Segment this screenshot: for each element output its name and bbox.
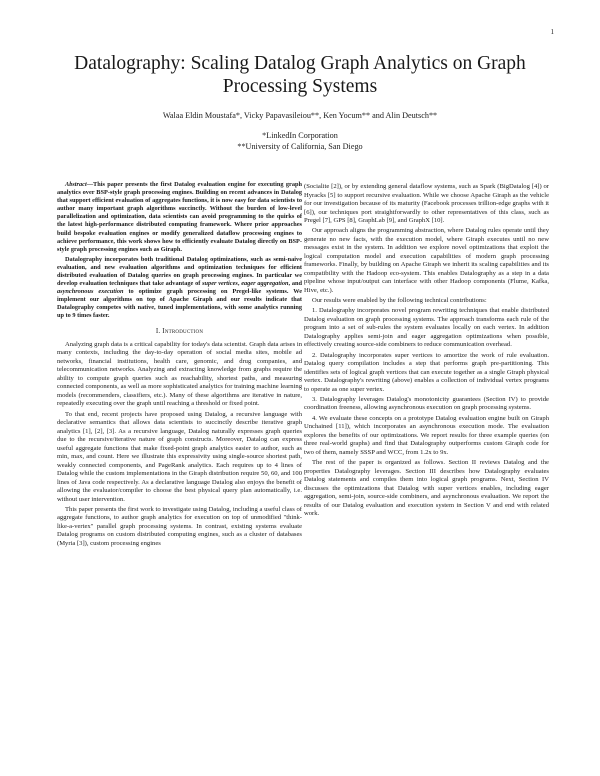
body-paragraph: The rest of the paper is organized as follows. Section II reviews Datalog and the properties Datalography leverages. Section III describes how Datalography evaluates Datalog statements and compiles them into logical graph programs. Next, Section IV discusses the optimizations that Datalog with super vertices enables, including eager aggregation, semi-join, source-side combiners, and asynchronous evaluation. We report the results of our Datalog evaluation and execution system in Section V and end with related work. bbox=[304, 459, 549, 518]
emphasis: super vertices bbox=[202, 279, 238, 287]
contribution-item: 2. Datalography incorporates super vertices to amortize the work of rule evaluation. Datalog query compilation includes a step that performs graph pre-partitioning. This identifies sets of logical graph vertices that can execute together as a single Giraph physical vertex. Datalography's rewriting (above) enables a collection of individual vertex programs to operate as one super vertex. bbox=[304, 351, 549, 393]
body-paragraph: Our results were enabled by the following technical contributions: bbox=[312, 297, 487, 305]
body-paragraph: Analyzing graph data is a critical capability for today's data scientist. Graph data arises in many contexts, including the day-to-day operation of social media sites, mobile ad networks, financial institutions, health care, genomic, and drug companies, and telecommunication networks. Analyzing and extracting knowledge from graphs require the ability to compute graph queries such as reachability, shortest paths, and measuring connected components, as well as more sophisticated analytics for training machine learning models (recommenders, classifiers, etc.). Many of these algorithms are iterative in nature, repeatedly executing over the graph until reaching a threshold or fixed point. bbox=[57, 340, 302, 408]
abstract-paragraph bbox=[57, 181, 302, 254]
abstract-text: —This paper presents the first Datalog evaluation engine for executing graph analytics over BSP-style graph processing engines. Building on recent advances in Datalog that support efficient evaluation of aggregates functions, it is now easy for data scientists to author many important graph algorithms succinctly. Without the burden of low-level parallelization and optimization, data scientists can avoid programming to the quirks of the latest high-performance distributed computing framework. Where prior approaches build bespoke evaluation engines or modify generalized dataflow processing engines to achieve performance, this work shows how to efficiently evaluate Datalog directly on BSP-style graph processing engines such as Giraph. bbox=[57, 181, 302, 253]
affiliation-ucsd: **University of California, San Diego bbox=[237, 142, 363, 151]
abstract-paragraph bbox=[57, 256, 302, 321]
abstract-text: , and bbox=[288, 279, 302, 287]
abstract-text: , bbox=[237, 279, 242, 287]
author-list: Walaa Eldin Moustafa*, Vicky Papavasileiou**, Ken Yocum** and Alin Deutsch** bbox=[162, 111, 438, 120]
affiliation-linkedin: *LinkedIn Corporation bbox=[262, 131, 338, 140]
emphasis: eager aggregation bbox=[241, 279, 289, 287]
section-heading bbox=[57, 327, 302, 336]
left-column bbox=[57, 181, 302, 761]
abstract-text: Datalography incorporates both traditional Datalog optimizations, such as semi-naive evaluation, and new evaluation algorithms and optimization techniques for efficient distributed evaluation of Datalog queries on graph processing engines. In particular we develop evaluation techniques that take advantage of bbox=[57, 255, 302, 287]
page-number: 1 bbox=[550, 28, 554, 36]
contribution-item: 1. Datalography incorporates novel program rewriting techniques that enable distributed Datalog evaluation on graph processing systems. The approach transforms each rule of the program into a set of sub-rules the system evaluates locally on each vertex. In addition Datalography applies semi-join and eager aggregation optimizations when possible, effectively creating source-side combiners to reduce communication overhead. bbox=[304, 307, 549, 349]
section-numeral: I. bbox=[155, 327, 161, 336]
section-title: Introduction bbox=[162, 327, 204, 336]
contribution-item: 3. Datalography leverages Datalog's monotonicity guarantees (Section IV) to provide coordination freeness, allowing asynchronous execution on graph processing systems. bbox=[304, 395, 549, 412]
abstract bbox=[57, 181, 302, 320]
body-paragraph: (Socialite [2]), or by extending general dataflow systems, such as Spark (BigDatalog [4]) or Hyracks [5] to support recursive evaluation. While we choose Apache Giraph as the vehicle for our investigation because of its maturity (Facebook processes trillion-edge graphs with it [6]), our techniques port straightforwardly to other representatives of this class, such as Pregel [7], GPS [8], GraphLab [9], and GraphX [10]. bbox=[304, 183, 549, 224]
body-paragraph: This paper presents the first work to investigate using Datalog, including a useful class of aggregate functions, to author graph analytics for execution on top of unmodified "think-like-a-vertex" parallel graph processing systems. In contrast, existing systems evaluate Datalog programs on custom distributed computing engines, such as a cluster of databases (Myria [3]), custom processing engines bbox=[57, 505, 302, 547]
contribution-item: 4. We evaluate these concepts on a prototype Datalog evaluation engine built on Giraph Unchained [11]), which incorporates an asynchronous execution mode. The evaluation explores the benefits of our optimizations. We report results for three example queries (on three real-world graphs) and find that Datalography outperforms custom Giraph code for two of them, namely SSSP and WCC, from 1.2x to 9x. bbox=[304, 414, 549, 456]
paper-title: Datalography: Scaling Datalog Graph Analytics on Graph Processing Systems bbox=[74, 53, 526, 97]
right-column bbox=[304, 183, 549, 763]
emphasis: asynchronous execution bbox=[57, 288, 124, 296]
body-paragraph: Our approach aligns the programming abstraction, where Datalog rules operate until they generate no new facts, with the execution model, where Giraph executes until no new messages exist in the system. In addition we explore novel optimizations that exploit the logical computation model and execution capabilities of modern graph processing frameworks. Finally, by building on Apache Giraph we inherit its scaling capabilities and its compatibility with the Hadoop eco-system. This enables Datalography as a step in a data pipeline whose input/output can interface with other Hadoop components (Flume, Kafka, Hive, etc.). bbox=[304, 227, 549, 294]
abstract-label: Abstract bbox=[65, 181, 87, 188]
body-paragraph: To that end, recent projects have proposed using Datalog, a recursive language with declarative semantics that allows data scientists to succinctly describe iterative graph analytics [1], [2], [3]. As a recursive language, Datalog naturally expresses graph queries due to the recursive/iterative nature of graph constructs. Moreover, Datalog can express useful aggregate functions that make fixed-point graph analytics easier to author, such as min, max, and count. Here we illustrate this expressivity using single-source shortest path, weakly connected components, and PageRank analytics. Each requires up to 4 lines of Datalog while the custom implementations in the Giraph distribution require 50, 60, and 100 lines of Java code respectively. As a declarative language Datalog also enjoys the benefit of allowing the evaluator/compiler to choose the best physical query plan automatically, i.e. without user intervention. bbox=[57, 410, 302, 503]
abstract-text: to optimize graph processing on Pregel-like systems. We implement our algorithms on top of Apache Giraph and our results indicate that Datalography competes with native, tuned implementations, with some analytics running up to 9 times faster. bbox=[57, 288, 302, 320]
